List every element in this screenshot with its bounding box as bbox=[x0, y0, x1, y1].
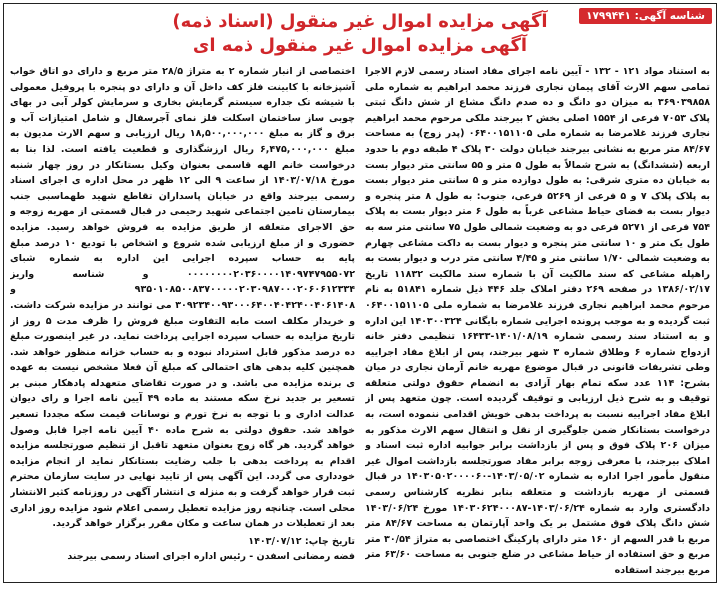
notice-paragraph-left: اختصاصی از انبار شماره ۲ به متراژ ۲۸/۵ متر مربع و دارای دو اتاق خواب آشپزخانه با کابینت فلز کف داخل آن و دارای دو پنجره با پروفیل معمولی با شیشه تک جداره سیستم گرمایش بخاری و سرمایش کولر آبی در بهای چوبی ساز ساختمان اسکلت فلز نمای آجرسفال و شامل امتیازات آب و برق و گاز به مبلغ ۱۸,۵۰۰,۰۰۰,۰۰۰ ریال ارزیابی و سهم الارث مدیون به مبلغ ۶,۴۷۵,۰۰۰,۰۰۰ ریال ارزشگذاری و قطعیت یافته است. لذا بنا به درخواست خانم الهه قاسمی بعنوان وکیل بستانکار در روز چهار شنبه مورخ ۱۴۰۳/۰۷/۱۸ از ساعت ۹ الی ۱۲ ظهر در محل اداره ی اجرای اسناد رسمی بیرجند واقع در خیابان پاسداران تقاطع شهید طهماسبی جنب بیمارستان تامین اجتماعی شهید رحیمی در قبال قسمتی از مهریه زوجه و حق الاجرای متعلقه از طریق مزایده به فروش خواهد رسید. مزایده حضوری و از مبلغ ارزیابی شده شروع و اشخاص با تودیع ۱۰ درصد مبلغ پایه به حساب سپرده اجرایی این اداره به شماره شبای ۰۰۰۰۰۰۰۰۲۰۳۶۰۰۰۰۱۴۰۹۷۴۷۹۵۵۰۷۲ و شناسه واریز ۹۳۵۰۱۰۸۵۰۰۸۳۷۰۰۰۰۰۲۰۳۰۹۸۷۰۰۰۲۰۶۰۶۱۲۳۳۴ و ۳۰۹۲۳۴۰۰۹۳۰۰۰۶۴۰۰۴۰۴۲۴۰۰۴۰۶۱۴۰۸ می توانند در مزایده شرکت داشت. و خریدار مکلف است مابه التفاوت مبلغ فروش را ظرف مدت ۵ روز از تاریخ مزایده به حساب سپرده اجرایی پرداخت نماید. در غیر اینصورت مبلغ ده درصد مذکور قابل استرداد نبوده و به حساب خزانه منظور خواهد شد. همچنین کلیه بدهی های احتمالی که مبلغ آن فعلا مشخص نیست به عهده ی برنده مزایده می باشد. و در صورت تقاضای متعهدله پادهکار مبنی بر تسعیر بر جدید نرخ سکه مستند به ماده ۴۹ آیین نامه اجرا و رای دیوان عدالت اداری و با توجه به نرخ تورم و نوسانات قیمت سکه مجددا تسعیر خواهد شد. حقوق دولتی به شرح ماده ۴۰ آیین نامه اجرا قابل وصول خواهد گردید. هر گاه زوج بعنوان متعهد تاقبل از تنظیم صورتجلسه مزایده اقدام به پرداخت بدهی با جلب رضایت بستانکار نماید از انجام مزایده خودداری می گردد. این آگهی پس از تایید نهایی در سایت سازمان محترم ثبت قرار خواهد گرفت و به منزله ی انتشار آگهی در روزنامه کثیر الانتشار محلی است. چنانچه روز مزایده تعطیل رسمی اعلام شود مزایده روز اداری بعد از تعطیلات در همان ساعت و مکان مقرر برگزار خواهد گردید. bbox=[10, 66, 355, 530]
notice-titles bbox=[4, 10, 716, 58]
auction-notice bbox=[3, 3, 717, 583]
notice-signature-block bbox=[10, 534, 355, 565]
signatory: فضه رمضانی اسفدن - رئیس اداره اجرای اسناد رسمی بیرجند bbox=[67, 551, 355, 563]
notice-body bbox=[10, 64, 710, 578]
notice-title-primary: آگهی مزایده اموال غیر منقول (اسناد ذمه) bbox=[172, 11, 548, 32]
notice-paragraph-right: به استناد مواد ۱۲۱ - ۱۳۲ - آیین نامه اجرای مفاد اسناد رسمی لازم الاجرا تمامی سهم الارث آقای پیمان نجاری فرزند محمد ابراهیم به شماره ملی ۳۶۹۰۳۹۸۵۸ به میزان دو دانگ و ده صدم دانگ مشاع از شش دانگ ثبتی پلاک ۷۰۵۳ فرعی از ۱۵۵۴ اصلی بخش ۲ بیرجند ملکی مرحوم محمد ابراهیم نجاری فرزند غلامرضا به شماره ملی ۰۶۴۰۰۱۵۱۱۰۵ (پدر زوج) به مساحت ۸۴/۶۷ متر مربع به نشانی بیرجند خیابان دولت ۳۰ پلاک ۴ طبقه دوم با حدود اربعه (ششدانگ) به شرح شمالاً به طول ۵ متر و ۵۵ سانتی متر دیوار بست به خیابان ده متری شرقی: به طول دوازده متر و ۵ سانتی متر دیوار بست به پلاک پلاک ۷ و ۵ فرعی از ۵۲۶۹ فرعی، جنوب: به طول ۸ متر پنجره و دیوار بست به فضای حیاط مشاعی غرباً به طول ۶ متر دیوار بست به پلاک ۷۵۴ فرعی از ۵۲۷۱ فرعی دو به وضعیت شمالی طول ۷۵ سانتی متر سه به طول یک متر و ۱۰ سانتی متر پنجره و دیوار بست به داکت مشاعی چهارم به وضعیت شمالی ۱/۷۰ سانتی متر و ۴/۴۵ سانتی متر درب و دیوار بست به راهپله مشاعی که سند مالکیت آن با شماره سند مالکیت ۱۱۸۳۲ تاریخ ۱۳۸۶/۰۲/۱۷ در صفحه ۲۶۹ دفتر املاک جلد ۴۴۶ ذیل شماره ۵۱۸۴۱ به نام مرحوم محمد ابراهیم نجاری فرزند غلامرضا به شماره ملی ۰۶۴۰۰۱۵۱۱۰۵ ثبت گردیده و به موجب پرونده اجرایی شماره بایگانی ۱۴۰۳۰۰۳۲۴ این اداره و به استناد سند رسمی شماره ۱۴۰۱/۰۸/۱۹-۱۶۴۳۳ تنظیمی دفتر خانه ازدواج شماره ۶ وطلاق شماره ۳ شهر بیرجند، پس از ابلاغ مفاد اجراییه وطی تشریفات قانونی در قبال موضوع مهریه خانم آرمان نجاری در میان بشرح: ۱۱۴ عدد سکه تمام بهار آزادی به انضمام حقوق دولتی متعلقه توقیف و به شرح ذیل ارزیابی و توقیف گردیده است. چون متعهد پس از ابلاغ مفاد اجراییه نسبت به پرداخت بدهی خویش اقدامی ننموده است، به درخواست بستانکار ضمن جلوگیری از نقل و انتقال سهم الارث مذکور به میزان ۲۰۶ پلاک فوق و پس از بازداشت برابر جوابیه اداره ثبت اسناد و املاک بیرجند، با معرفی زوجه برابر مفاد صورتجلسه بازداشت اموال غیر منقول مأمور اجرا اداره به شماره ۱۴۰۳/۰۵/۰۲-۱۴۰۳۰۵۰۲۰۰۰۰۶۰ در قبال قسمتی از مهریه بازداشت و متعلقه بنابر نظریه کارشناس رسمی دادگستری وارد به شماره ۱۴۰۳/۰۶/۲۴-۱۴۰۳۰۶۲۴۰۰۰۸۷ مورخ ۱۴۰۳/۰۶/۲۴ شش دانگ پلاک فوق مشتمل بر یک واحد آپارتمان به مساحت ۸۴/۶۷ متر مربع با قدر السهم از ۱۶۰ متر دارای پارکینگ اختصاصی به متراژ ۳۰/۵۴ متر مربع و حق استفاده از حیاط مشاعی در ضلع جنوبی به مساحت ۶۳/۶۰ متر مربع بیرجند استفاده bbox=[365, 66, 710, 576]
notice-header bbox=[4, 4, 716, 62]
notice-title-secondary: آگهی مزایده اموال غیر منقول ذمه ای bbox=[192, 35, 528, 56]
notice-column-right bbox=[365, 64, 710, 578]
notice-column-left bbox=[10, 64, 355, 578]
notice-id-badge: شناسه آگهی: ۱۷۹۹۴۴۱ bbox=[579, 8, 712, 24]
print-date: تاریخ چاپ: ۱۴۰۳/۰۷/۱۲ bbox=[248, 535, 355, 547]
